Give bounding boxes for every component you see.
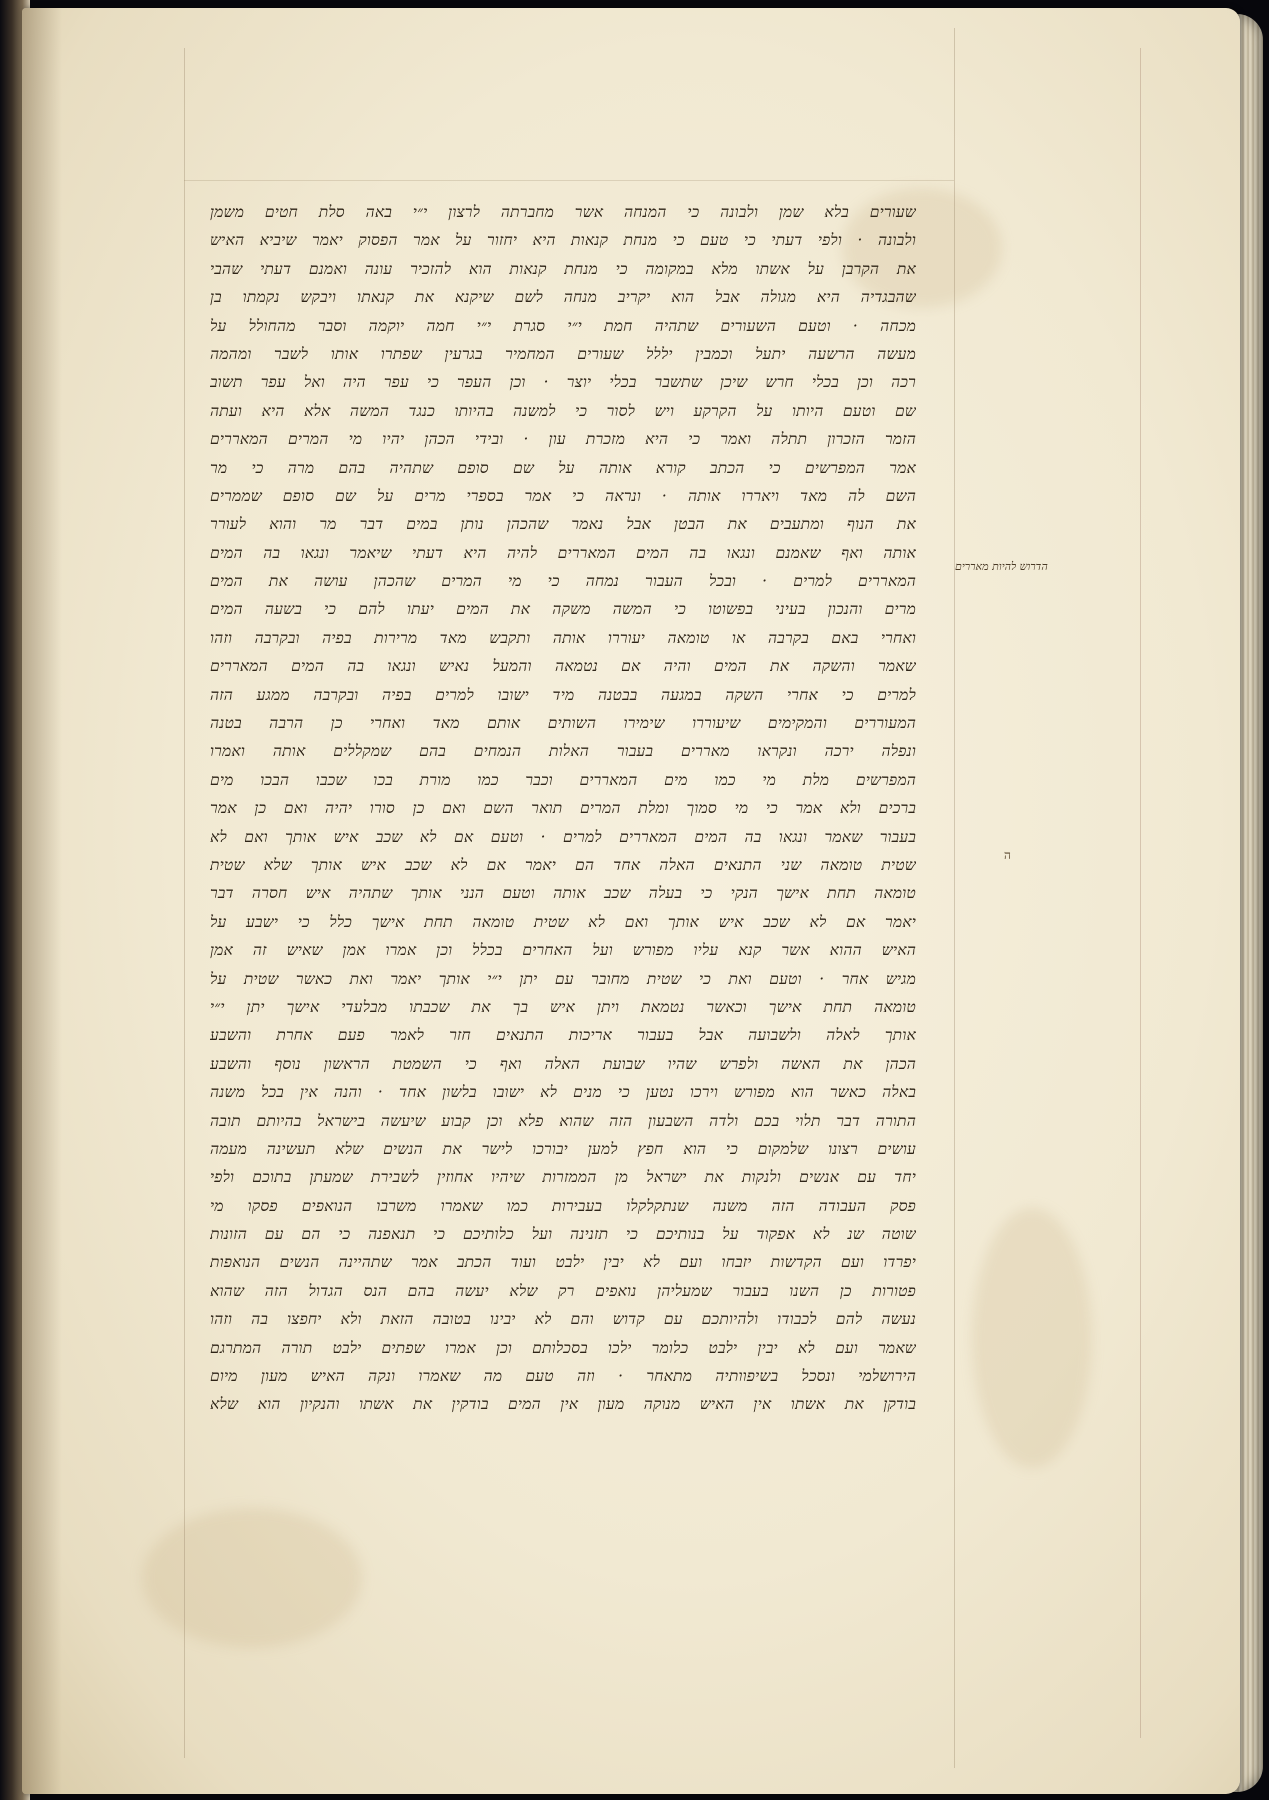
text-line: הכהן את האשה ולפרש שהיו שבועת האלה ואף כי השמטת הראשון נוסף והשבע: [210, 1054, 916, 1073]
text-line: שהבגדיה היא מגולה אבל הוא יקריב מנחה לשם שיקנא את קנאתו ויבקש נקמתו בן: [210, 288, 916, 307]
text-line: נעשה להם לכבודו ולהיותכם עם קדוש והם לא יבינו בטובה הזאת ולא יחפצו בה וזהו: [210, 1310, 916, 1329]
ruling-line-left: [184, 48, 185, 1758]
text-line: טומאה תחת אישך וכאשר נטמאת ויתן איש בך את שכבתו מבלעדי אישך יתן י״י: [210, 997, 916, 1016]
interlinear-insertion: ה: [1004, 848, 1011, 862]
text-line: מגיש אחר · וטעם ואת כי שטית מחובר עם יתן י״י אותך יאמר ואת כאשר שטית על: [210, 969, 916, 988]
text-line: הזמר הזכרון תתלה ואמר כי היא מזכרת עון · ובידי הכהן יהיו מי המרים המאררים: [210, 430, 916, 449]
text-line: התורה דבר תלוי בכם ולדה השבעון הזה שהוא פלא וכן קבוע שיעשה בישראל בהיותם תובה: [210, 1111, 916, 1130]
text-line: את הקרבן על אשתו מלא במקומה כי מנחת קנאות הוא להזכיר עונה ואמנם דעתי שהבי: [210, 259, 916, 278]
text-line: עושים רצונו שלמקום כי הוא חפץ למען יבורכו לישר את הנשים שלא תעשינה מעמה: [210, 1139, 916, 1158]
text-line: פטורות כן השנו בעבור שמעליהן נואפים רק שלא יעשה בהם הנס הגדול הזה שהוא: [210, 1281, 916, 1300]
text-line: האיש ההוא אשר קנא עליו מפורש ועל האחרים בכלל וכן אמרו אמן שאיש זה אמן: [210, 941, 916, 960]
text-line: בעבור שאמר ונגאו בה המים המאררים למרים · וטעם אם לא שכב איש אותך ואם לא: [210, 827, 916, 846]
text-line: שם וטעם היותו על הקרקע ויש לסור כי למשנה בהיותו כנגד המשה אלא היא ועתה: [210, 401, 916, 420]
text-line: המעוררים והמקימים שיעוררו שימירו השותים אותם מאד ואחרי כן הרבה בטנה: [210, 714, 916, 733]
text-line: מרים והנכון בעיני בפשוטו כי המשה משקה את המים יעתו להם כי בשעה המים: [210, 600, 916, 619]
text-line: יפרדו ועם הקדשות יזבחו ועם לא יבין ילבט ועוד הכתב אמר שתהיינה הנשים הנואפות: [210, 1253, 916, 1272]
text-line: ברכים ולא אמר כי מי סמוך ומלת המרים תואר השם ואם כן סורו יהיה ואם כן אמר: [210, 799, 916, 818]
text-line: מעשה הרשעה יתעל וכמבין יללל שעורים המחמיר בגרעין שפתרו אותו לשבר ומהמה: [210, 344, 916, 363]
page-stain: [972, 1208, 1092, 1468]
text-line: ולבונה · ולפי דעתי כי טעם כי מנחת קנאות היא יחזור על אמר הפסוק יאמר שיביא האיש: [210, 231, 916, 250]
text-line: המאררים למרים · ובכל העבור נמחה כי מי המרים שהכהן עושה את המים: [210, 572, 916, 591]
text-line: פסק העבודה הזה משנה שנתקלקלו בעבירות כמו שאמרו משרבו הנואפים פסקו מי: [210, 1196, 916, 1215]
text-line: אותה ואף שאמנם ונגאו בה המים המאררים להיה היא דעתי שיאמר ונגאו בה המים: [210, 543, 916, 562]
text-line: אותך לאלה ולשבועה אבל בעבור אריכות התנאים חזר לאמר פעם אחרת והשבע: [210, 1026, 916, 1045]
marginal-note: הדרוש להיות מאררים: [955, 560, 1048, 573]
text-line: שאמר ועם לא יבין ילבט כלומר ילכו בסכלותם וכן אמרו שפתים ילבט תורה המתרגם: [210, 1338, 916, 1357]
ruling-line-outer: [1140, 48, 1141, 1738]
text-line: שטית טומאה שני התנאים האלה אחד הם יאמר אם לא שכב איש אותך שלא שטית: [210, 855, 916, 874]
text-line: אמר המפרשים כי הכתב קורא אותה על שם סופם שתהיה בהם מרה כי מר: [210, 458, 916, 477]
text-line: ואחרי באם בקרבה או טומאה יעוררו אותה ותקבש מאד מרירות בפיה ובקרבה וזהו: [210, 628, 916, 647]
page-stain: [142, 1508, 362, 1648]
text-line: טומאה תחת אישך הנקי כי בעלה שכב אותה וטעם הנני אותך שתהיה איש חסרה דבר: [210, 884, 916, 903]
text-line: באלה כאשר הוא מפורש וירכו נטען כי מנים לא ישובו בלשון אחד · והנה אין בכל משנה: [210, 1083, 916, 1102]
text-line: שעורים בלא שמן ולבונה כי המנחה אשר מחברתה לרצון י״י באה סלת חטים משמן: [210, 203, 916, 221]
text-line: שאמר והשקה את המים והיה אם נטמאה והמעל נאיש ונגאו בה המים המאררים: [210, 657, 916, 676]
ruling-line-right: [954, 28, 955, 1768]
text-line: מכחה · וטעם השעורים שתהיה חמת י״י סגרת י״י חמה יוקמה וסבר מהחולל על: [210, 316, 916, 335]
text-line: השם לה מאד ויאררו אותה · ונראה כי אמר בספרי מרים על שם סופם שממרים: [210, 486, 916, 505]
text-line: יאמר אם לא שכב איש אותך ואם לא שטית טומאה תחת אישך כלל כי ישבע על: [210, 912, 916, 931]
text-line: למרים כי אחרי השקה במגעה בבטנה מיד ישובו למרים בפיה ובקרבה ממגע הזה: [210, 685, 916, 704]
text-line: ונפלה ירכה ונקראו מאררים בעבור האלות הנמחים בהם שמקללים אותה ואמרו: [210, 742, 916, 761]
text-line: הירושלמי ונסכל בשיפוותיה מתאחר · וזה טעם מה שאמרו ונקה האיש מעון מיום: [210, 1367, 916, 1386]
ruling-line-top: [184, 180, 954, 181]
text-line: המפרשים מלת מי כמו מים המאררים וכבר כמו מורת בכו שכבו הבכו מים: [210, 770, 916, 789]
text-line: את הנוף ומתעבים את הבטן אבל נאמר שהכהן נותן במים דבר מר והוא לעורר: [210, 515, 916, 534]
main-text-column: [210, 198, 916, 1414]
text-line: שוטה שנ לא אפקוד על בנותיכם כי תזנינה ועל כלותיכם כי תנאפנה כי הם עם הזונות: [210, 1225, 916, 1244]
text-line: רכה וכן בכלי חרש שיכן שתשבר בכלי יוצר · וכן העפר כי עפר היה ואל עפר תשוב: [210, 373, 916, 392]
text-line: בודקן את אשתו אין האיש מנוקה מעון אין המים בודקין את אשתו והנקיון הוא שלא: [210, 1395, 916, 1414]
text-line: יחד עם אנשים ולנקות את ישראל מן הממזרות שיהיו אחוזין לשבירת שמעתן בתוכם ולפי: [210, 1168, 916, 1187]
